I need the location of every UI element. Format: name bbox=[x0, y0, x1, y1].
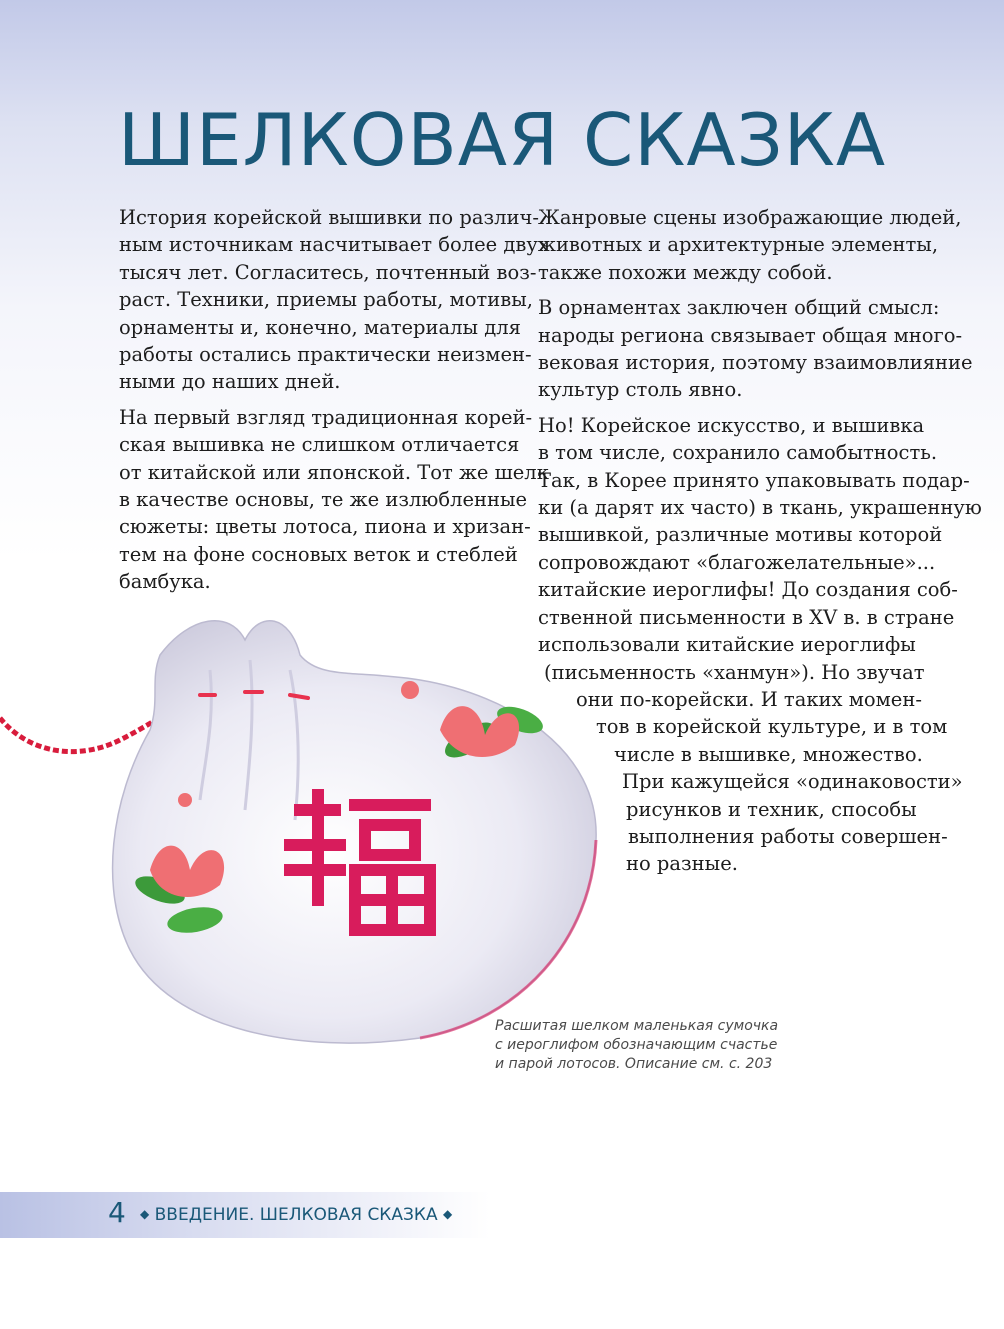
paragraph: В орнаментах заключен общий смысл: народы региона связывает общая много- вековая история, поэтому взаимовлияние культур столь явно. bbox=[538, 296, 973, 402]
page-number: 4 bbox=[108, 1196, 126, 1229]
diamond-icon: ◆ bbox=[443, 1207, 453, 1221]
running-head-text: ВВЕДЕНИЕ. ШЕЛКОВАЯ СКАЗКА bbox=[154, 1205, 438, 1225]
photo-caption: Расшитая шелком маленькая сумочка с иероглифом обозначающим счастье и парой лотосов. Описание см. с. 203 bbox=[495, 1018, 779, 1072]
embroidered-pouch-illustration bbox=[0, 600, 620, 1050]
paragraph: Жанровые сцены изображающие людей, животных и архитектурные элементы, также похожи между собой. bbox=[538, 206, 962, 284]
paragraph: История корейской вышивки по различ- ным источникам насчитывает более двух тысяч лет. Согласитесь, почтенный воз- раст. Техники, приемы работы, мотивы, орнаменты и, конечно, материалы для работы остались практически неизмен- ными до наших дней. bbox=[119, 206, 549, 394]
diamond-icon: ◆ bbox=[140, 1207, 150, 1221]
running-head bbox=[140, 1205, 452, 1225]
pouch-body bbox=[113, 621, 597, 1043]
left-text-column bbox=[119, 204, 549, 604]
page-title: ШЕЛКОВАЯ СКАЗКА bbox=[118, 98, 887, 182]
paragraph: Но! Корейское искусство, и вышивка в том числе, сохранило самобытность. Так, в Корее принято упаковывать подар- ки (а дарят их часто) в ткань, украшенную вышивкой, различные мотивы которой сопровождают «благожелательные»... китайские иероглифы! До создания соб- ственной письменности в XV в. в стране использовали китайские иероглифы (письменность «ханмун»). Но звучат они по-корейски. И таких момен- тов в корейской культуре, и в том числе в вышивке, множество. При кажущейся «одинаковости» рисунков и техник, способы выполнения работы совершен- но разные. bbox=[538, 413, 982, 876]
paragraph: На первый взгляд традиционная корей- ская вышивка не слишком отличается от китайской или японской. Тот же шелк в качестве основы, те же излюбленные сюжеты: цветы лотоса, пиона и хризан- тем на фоне сосновых веток и стеблей бамбука. bbox=[119, 405, 549, 594]
